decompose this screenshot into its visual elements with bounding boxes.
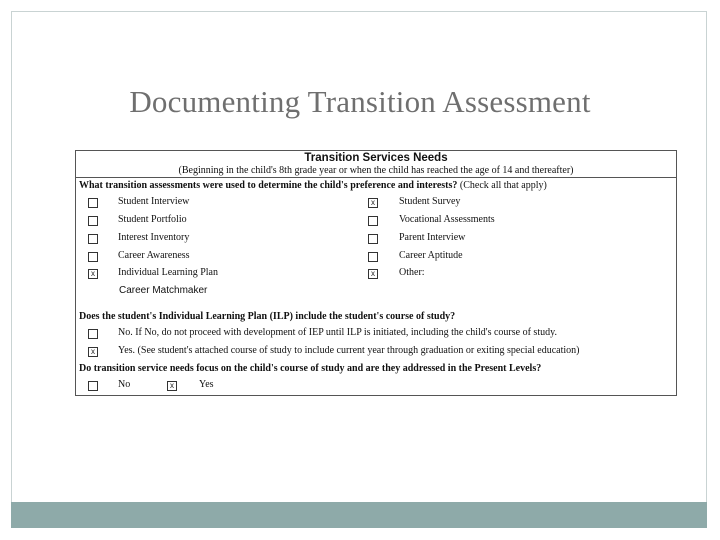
checkbox-career-aptitude[interactable] <box>368 252 378 262</box>
option-label: Interest Inventory <box>118 232 190 243</box>
option-label: Parent Interview <box>399 232 466 243</box>
checkbox-other[interactable]: x <box>368 269 378 279</box>
checkbox-career-awareness[interactable] <box>88 252 98 262</box>
checkbox-student-survey[interactable]: x <box>368 198 378 208</box>
option-label: Career Awareness <box>118 250 190 261</box>
transition-form <box>75 150 677 396</box>
form-header <box>76 151 676 178</box>
option-label: Other: <box>399 267 425 278</box>
checkbox-service-yes[interactable]: x <box>167 381 177 391</box>
option-label: Student Portfolio <box>118 214 187 225</box>
checkbox-ilp-yes[interactable]: x <box>88 347 98 357</box>
other-entry-text: Career Matchmaker <box>119 285 208 296</box>
question-assessments-text: What transition assessments were used to determine the child's preference and interests? <box>79 180 458 191</box>
checkbox-parent-interview[interactable] <box>368 234 378 244</box>
checkbox-ilp-no[interactable] <box>88 329 98 339</box>
checkbox-individual-learning-plan[interactable]: x <box>88 269 98 279</box>
checkbox-vocational-assessments[interactable] <box>368 216 378 226</box>
question-service-needs-text: Do transition service needs focus on the child's course of study and are they addressed in the Present Levels? <box>79 363 542 374</box>
question-assessments-note: (Check all that apply) <box>459 180 547 191</box>
option-label: Vocational Assessments <box>399 214 495 225</box>
option-label: Student Survey <box>399 196 461 207</box>
question-service-needs <box>79 363 541 374</box>
form-title: Transition Services Needs <box>304 152 448 164</box>
option-label: Career Aptitude <box>399 250 463 261</box>
option-label: Individual Learning Plan <box>118 267 218 278</box>
checkbox-interest-inventory[interactable] <box>88 234 98 244</box>
option-label: Student Interview <box>118 196 190 207</box>
service-yes-label: Yes <box>199 379 214 390</box>
ilp-yes-label: Yes. (See student's attached course of study to include current year through graduation or exiting special education) <box>118 345 580 356</box>
service-no-label: No <box>118 379 131 390</box>
ilp-no-label: No. If No, do not proceed with development of IEP until ILP is initiated, including the child's course of study. <box>118 327 557 338</box>
form-subtitle: (Beginning in the child's 8th grade year or when the child has reached the age of 14 and thereafter) <box>178 165 574 176</box>
checkbox-service-no[interactable] <box>88 381 98 391</box>
checkbox-student-interview[interactable] <box>88 198 98 208</box>
question-assessments <box>79 180 547 191</box>
slide-footer-bar <box>11 502 707 528</box>
question-ilp-text: Does the student's Individual Learning Plan (ILP) include the student's course of study? <box>79 311 456 322</box>
slide-title: Documenting Transition Assessment <box>129 84 591 119</box>
question-ilp <box>79 311 455 322</box>
checkbox-student-portfolio[interactable] <box>88 216 98 226</box>
